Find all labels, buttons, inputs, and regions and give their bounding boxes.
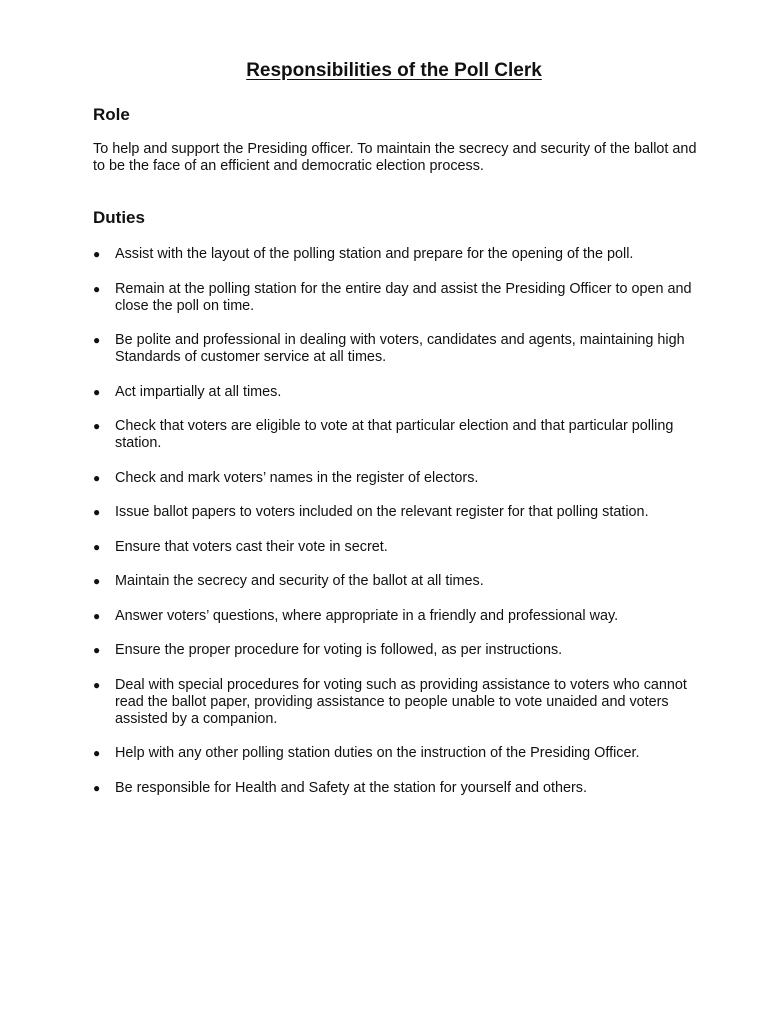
- duties-list: [93, 246, 705, 814]
- duty-item: [93, 608, 705, 625]
- bullet-icon: ●: [93, 419, 101, 433]
- duty-item: [93, 573, 705, 590]
- role-heading: Role: [93, 105, 130, 124]
- duty-text: Answer voters’ questions, where appropriate in a friendly and professional way.: [115, 607, 619, 624]
- bullet-icon: ●: [93, 384, 101, 399]
- duty-text: Maintain the secrecy and security of the ballot at all times.: [115, 573, 484, 589]
- bullet-icon: ●: [93, 539, 101, 554]
- duty-text: Check and mark voters’ names in the register of electors.: [115, 469, 479, 486]
- duty-item: [93, 745, 705, 762]
- duty-item: [93, 332, 705, 366]
- duty-text: Be polite and professional in dealing with voters, candidates and agents, maintaining high Standards of customer service at all times.: [115, 332, 685, 365]
- bullet-icon: ●: [93, 677, 101, 692]
- bullet-icon: ●: [93, 470, 101, 485]
- duty-item: [93, 677, 705, 728]
- duty-item: [93, 384, 705, 401]
- duty-text: Assist with the layout of the polling station and prepare for the opening of the poll.: [115, 246, 634, 262]
- duty-text: Issue ballot papers to voters included on the relevant register for that polling station.: [115, 504, 649, 520]
- duty-text: Remain at the polling station for the entire day and assist the Presiding Officer to open and close the poll on time.: [115, 280, 692, 314]
- duty-text: Be responsible for Health and Safety at the station for yourself and others.: [115, 779, 587, 796]
- duty-item: [93, 642, 705, 659]
- duty-item: [93, 504, 705, 521]
- bullet-icon: ●: [93, 281, 101, 296]
- bullet-icon: ●: [93, 780, 101, 795]
- bullet-icon: ●: [93, 608, 101, 623]
- duty-item: [93, 539, 705, 556]
- bullet-icon: ●: [93, 333, 101, 347]
- duty-item: [93, 281, 705, 315]
- duty-text: Ensure that voters cast their vote in secret.: [115, 538, 388, 555]
- duty-text: Deal with special procedures for voting such as providing assistance to voters who cannot read the ballot paper, providing assistance to people unable to vote unaided and voters assisted by a companion.: [115, 676, 687, 727]
- bullet-icon: ●: [93, 746, 101, 760]
- duty-text: Act impartially at all times.: [115, 383, 282, 400]
- duty-item: [93, 470, 705, 487]
- duty-text: Ensure the proper procedure for voting is followed, as per instructions.: [115, 642, 563, 658]
- bullet-icon: ●: [93, 643, 101, 657]
- role-paragraph: To help and support the Presiding officer. To maintain the secrecy and security of the ballot and to be the face of an efficient and democratic election process.: [93, 141, 697, 174]
- duty-text: Check that voters are eligible to vote at that particular election and that particular polling station.: [115, 418, 674, 451]
- duty-item: [93, 418, 705, 452]
- document-title: Responsibilities of the Poll Clerk: [246, 60, 542, 81]
- duty-item: [93, 780, 705, 797]
- bullet-icon: ●: [93, 574, 101, 588]
- duty-item: [93, 246, 705, 263]
- duty-text: Help with any other polling station duties on the instruction of the Presiding Officer.: [115, 745, 640, 761]
- bullet-icon: ●: [93, 247, 101, 261]
- bullet-icon: ●: [93, 505, 101, 519]
- duties-heading: Duties: [93, 208, 145, 227]
